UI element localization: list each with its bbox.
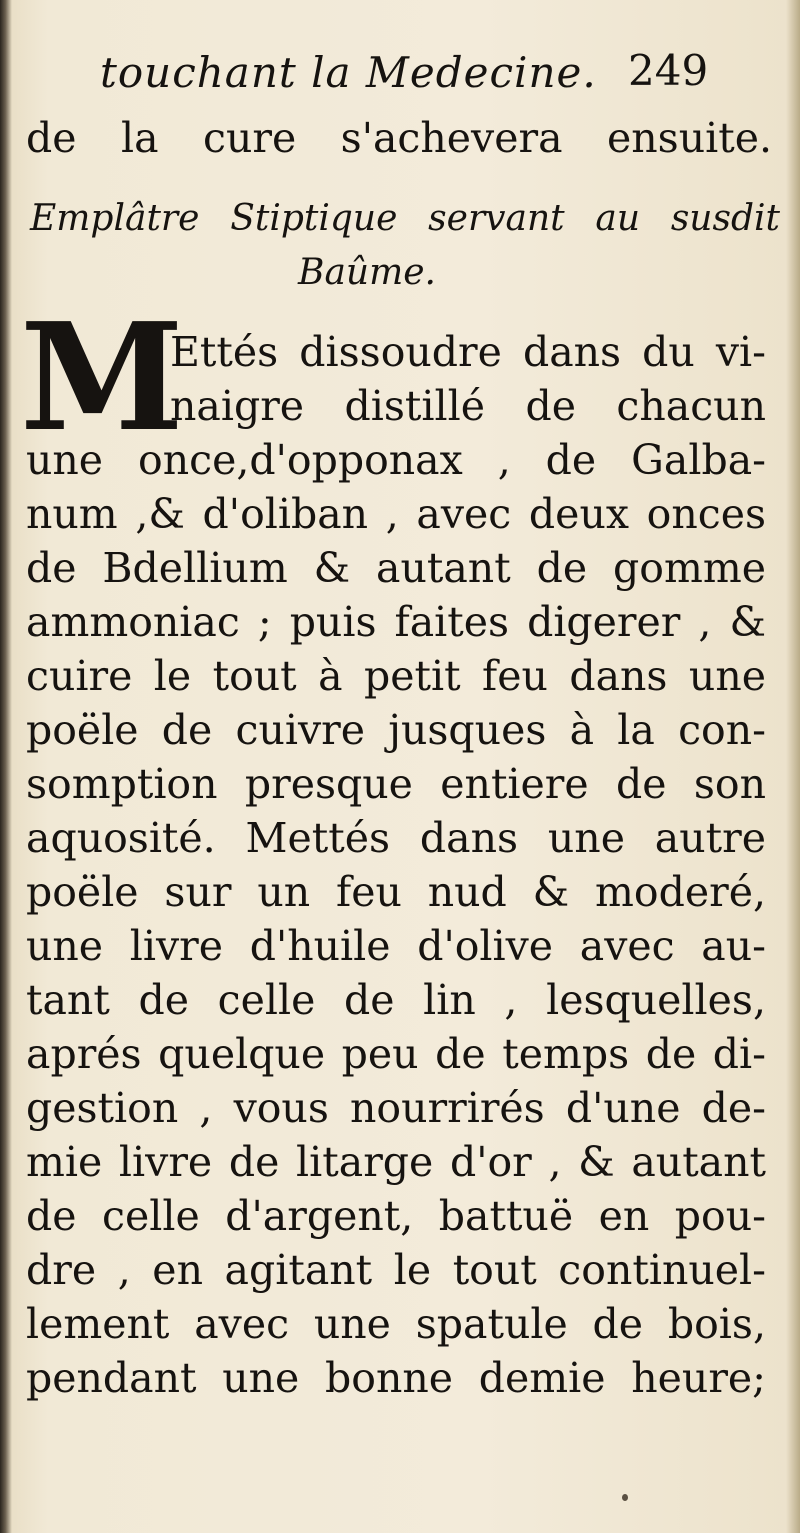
body-line: pendant une bonne demie heure; — [26, 1354, 766, 1402]
page-gutter-shadow — [0, 0, 12, 1533]
first-line-1: Ettés dissoudre dans du vi- — [170, 328, 766, 376]
body-line: une livre d'huile d'olive avec au- — [26, 922, 766, 970]
body-line: une once,d'opponax , de Galba- — [26, 436, 766, 484]
body-line: cuire le tout à petit feu dans une — [26, 652, 766, 700]
section-title-line-1: Emplâtre Stiptique servant au susdit — [30, 198, 780, 239]
drop-cap: M — [20, 290, 184, 464]
page-number: 249 — [628, 46, 709, 95]
first-line-2: naigre distillé de chacun — [170, 382, 766, 430]
body-line: de Bdellium & autant de gomme — [26, 544, 766, 592]
body-line: aprés quelque peu de temps de di- — [26, 1030, 766, 1078]
body-line: poële sur un feu nud & moderé, — [26, 868, 766, 916]
body-line: dre , en agitant le tout continuel- — [26, 1246, 766, 1294]
section-title-line-2: Baûme. — [298, 252, 436, 293]
body-line: mie livre de litarge d'or , & autant — [26, 1138, 766, 1186]
ink-speck — [622, 1494, 628, 1501]
body-line: somption presque entiere de son — [26, 760, 766, 808]
body-line: aquosité. Mettés dans une autre — [26, 814, 766, 862]
continuation-line: de la cure s'achevera ensuite. — [26, 114, 772, 162]
body-line: tant de celle de lin , lesquelles, — [26, 976, 766, 1024]
body-line: num ,& d'oliban , avec deux onces — [26, 490, 766, 538]
body-line: gestion , vous nourrirés d'une de- — [26, 1084, 766, 1132]
body-line: poële de cuivre jusques à la con- — [26, 706, 766, 754]
page-edge — [786, 0, 800, 1533]
body-line: ammoniac ; puis faites digerer , & — [26, 598, 766, 646]
running-title: touchant la Medecine. — [100, 48, 597, 97]
body-line: de celle d'argent, battuë en pou- — [26, 1192, 766, 1240]
body-line: lement avec une spatule de bois, — [26, 1300, 766, 1348]
